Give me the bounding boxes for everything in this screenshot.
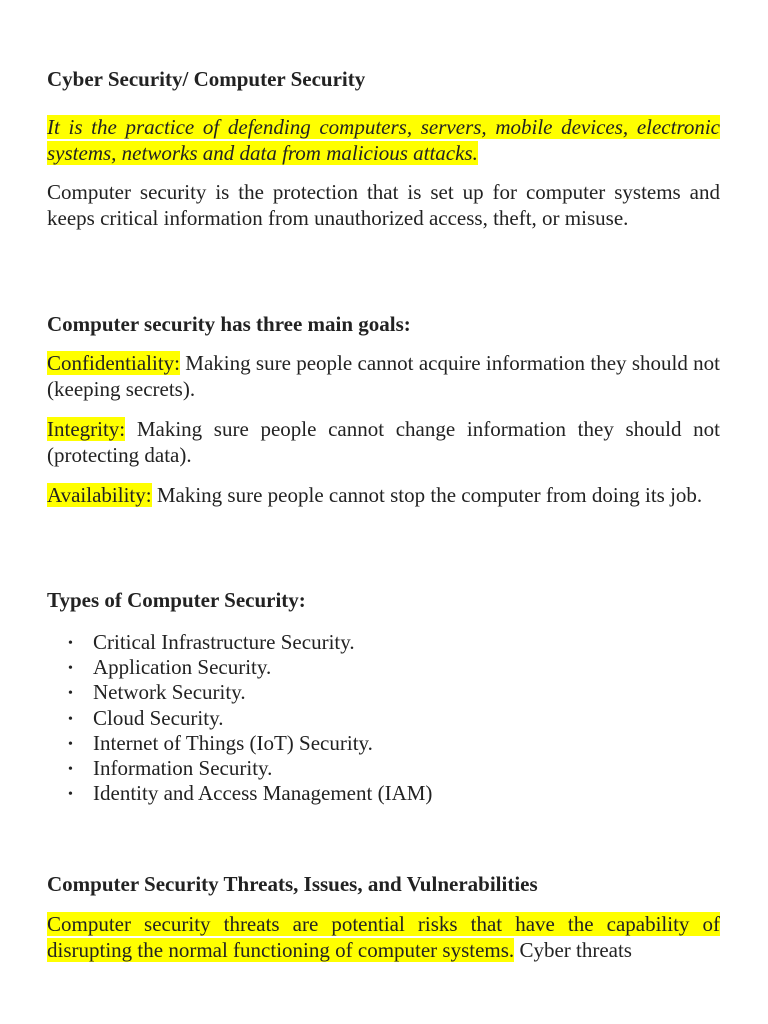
bullet-icon: •: [68, 787, 73, 803]
bullet-icon: •: [68, 686, 73, 702]
threats-heading: Computer Security Threats, Issues, and Vulnerabilities: [47, 872, 538, 896]
goals-heading: Computer security has three main goals:: [47, 312, 411, 336]
bullet-icon: •: [68, 736, 73, 752]
threats-continuation-text: Cyber threats: [514, 938, 632, 962]
intro-body-paragraph: Computer security is the protection that is set up for computer systems and keeps critical information from unauthorized access, theft, or misuse.: [47, 180, 720, 230]
list-item: • Internet of Things (IoT) Security.: [47, 731, 432, 756]
bullet-icon: •: [68, 762, 73, 778]
goal-term: Availability:: [47, 483, 152, 507]
page-title: Cyber Security/ Computer Security: [47, 67, 366, 91]
intro-highlight-paragraph: [47, 114, 720, 166]
types-list: [47, 630, 432, 806]
bullet-icon: •: [68, 661, 73, 677]
bullet-icon: •: [68, 711, 73, 727]
goal-description: Making sure people cannot stop the computer from doing its job.: [151, 483, 703, 507]
goal-term: Confidentiality:: [47, 351, 180, 375]
list-item: • Identity and Access Management (IAM): [47, 781, 432, 806]
intro-highlight-text: It is the practice of defending computers, servers, mobile devices, electronic systems, networks and data from malicious attacks.: [47, 115, 720, 165]
list-item: • Information Security.: [47, 756, 432, 781]
threats-highlight-text: Computer security threats are potential risks that have the capability of disrupting the normal functioning of computer systems.: [47, 912, 720, 962]
list-item: • Critical Infrastructure Security.: [47, 630, 432, 655]
goal-term: Integrity:: [47, 417, 126, 441]
types-heading: Types of Computer Security:: [47, 588, 306, 612]
list-item: • Application Security.: [47, 655, 432, 680]
goal-availability: [47, 482, 720, 508]
goal-description: Making sure people cannot change information they should not (protecting data).: [47, 417, 720, 467]
list-item: • Network Security.: [47, 680, 432, 705]
threats-paragraph: [47, 911, 720, 963]
goal-integrity: [47, 416, 720, 468]
goal-description: Making sure people cannot acquire information they should not (keeping secrets).: [47, 351, 720, 401]
bullet-icon: •: [68, 636, 73, 651]
list-item: • Cloud Security.: [47, 706, 432, 731]
goal-confidentiality: [47, 350, 720, 402]
